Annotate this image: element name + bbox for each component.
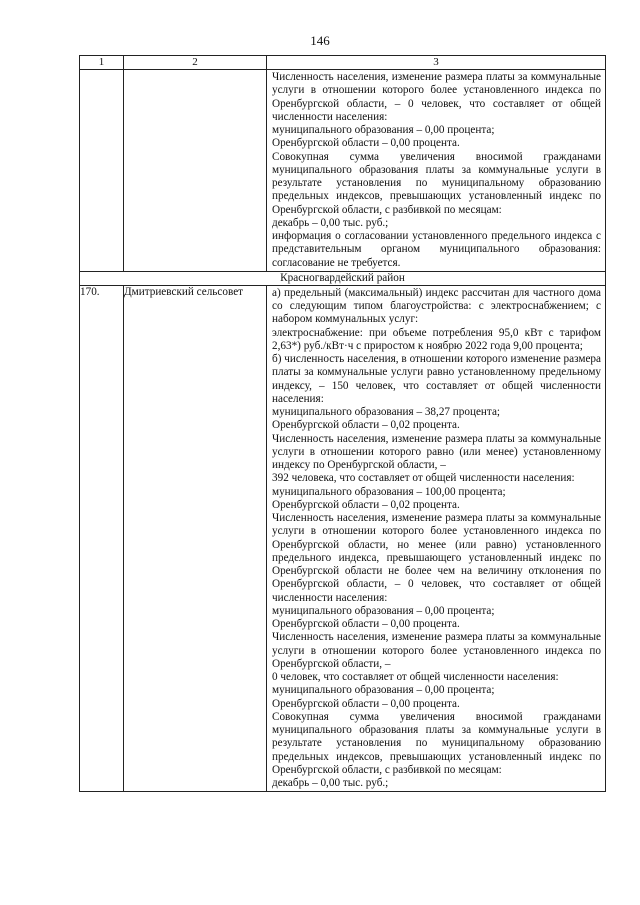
district-heading: Красногвардейский район (80, 271, 606, 285)
continuation-name-cell (124, 70, 267, 272)
text-line: муниципального образования – 0,00 процента; (272, 684, 495, 697)
row-text-cell (267, 285, 606, 792)
text-line: Оренбургской области – 0,00 процента. (272, 697, 460, 710)
text-line: муниципального образования – 0,00 процента; (272, 124, 495, 136)
text-line: Численность населения, изменение размера платы за коммунальные услуги в отношении которого более установленного индекса по Оренбургской области, но менее (или равно) установленного предельного индекса, превышающего установленный индекс по Оренбургской области не более чем на величину отклонения по Оренбургской области, – 0 человек, что составляет от общей численности населения: (272, 512, 601, 604)
text-line: Оренбургской области – 0,02 процента. (272, 419, 460, 432)
text-line: 392 человека, что составляет от общей численности населения: (272, 472, 575, 485)
text-line: Численность населения, изменение размера платы за коммунальные услуги в отношении которого более установленного индекса по Оренбургской области, – (272, 631, 601, 670)
district-row (80, 271, 606, 285)
text-line: Численность населения, изменение размера платы за коммунальные услуги в отношении которого более установленного индекса по Оренбургской области, – 0 человек, что составляет от общей численности населения: (272, 71, 601, 123)
header-col-1: 1 (80, 56, 124, 70)
text-line: Совокупная сумма увеличения вносимой гражданами муниципального образования платы за коммунальные услуги в результате установления по муниципальному образованию предельных индексов, превышающих установленный индекс по Оренбургской области, с разбивкой по месяцам: (272, 150, 601, 216)
text-line: электроснабжение: при объеме потребления 95,0 кВт с тарифом 2,63*) руб./кВт·ч с приростом к ноябрю 2022 года 9,00 процента; (272, 326, 601, 352)
text-line: Оренбургской области – 0,00 процента. (272, 618, 460, 630)
text-line: 0 человек, что составляет от общей численности населения: (272, 671, 559, 683)
table-header-row (80, 56, 606, 70)
text-line: декабрь – 0,00 тыс. руб.; (272, 777, 389, 789)
municipality-name: Дмитриевский сельсовет (124, 285, 267, 792)
text-line: муниципального образования – 100,00 процента; (272, 485, 506, 498)
text-line: декабрь – 0,00 тыс. руб.; (272, 216, 389, 229)
page-number: 146 (310, 33, 330, 48)
table-row (80, 285, 606, 792)
text-line: Совокупная сумма увеличения вносимой гражданами муниципального образования платы за коммунальные услуги в результате установления по муниципальному образованию предельных индексов, превышающих установленный индекс по Оренбургской области, с разбивкой по месяцам: (272, 710, 601, 776)
text-line: б) численность населения, в отношении которого изменение размера платы за коммунальные услуги равно установленному предельному индексу, – 150 человек, что составляет от общей численности населения: (272, 353, 601, 405)
text-line: информация о согласовании установленного предельного индекса с представительным органом муниципального образования: согласование не требуется. (272, 230, 601, 269)
continuation-number-cell (80, 70, 124, 272)
header-col-3: 3 (267, 56, 606, 70)
continuation-text-cell (267, 70, 606, 272)
text-line: муниципального образования – 0,00 процента; (272, 604, 495, 617)
text-line: Оренбургской области – 0,02 процента. (272, 498, 460, 511)
text-line: а) предельный (максимальный) индекс рассчитан для частного дома со следующим типом благоустройства: с электроснабжением; с набором коммунальных услуг: (272, 286, 601, 326)
data-table (79, 55, 606, 792)
continuation-row (80, 70, 606, 272)
row-number: 170. (80, 285, 124, 792)
header-col-2: 2 (124, 56, 267, 70)
text-line: муниципального образования – 38,27 процента; (272, 406, 501, 418)
text-line: Оренбургской области – 0,00 процента. (272, 137, 460, 150)
text-line: Численность населения, изменение размера платы за коммунальные услуги в отношении которого равно (или менее) установленному индексу по Оренбургской области, – (272, 432, 601, 471)
